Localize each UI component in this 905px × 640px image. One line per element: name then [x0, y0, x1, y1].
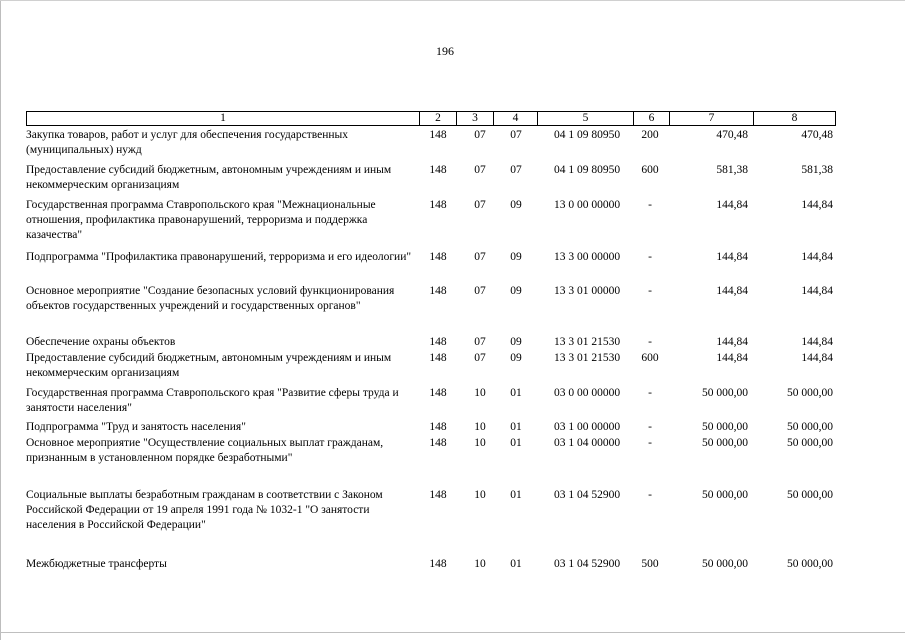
row-name: Основное мероприятие "Осуществление социальных выплат гражданам, признанным в установленном порядке безработными"	[26, 437, 384, 464]
row-col-8: 50 000,00	[787, 489, 833, 501]
row-col-6: 500	[641, 558, 659, 570]
header-col-1: 1	[220, 112, 226, 124]
row-col-2: 148	[429, 387, 447, 399]
row-col-7: 50 000,00	[702, 489, 748, 501]
row-col-6: -	[648, 437, 652, 449]
row-col-2: 148	[429, 489, 447, 501]
row-col-7: 50 000,00	[702, 558, 748, 570]
row-col-7: 581,38	[716, 164, 748, 176]
row-name: Предоставление субсидий бюджетным, автономным учреждениям и иным некоммерческим организациям	[26, 352, 392, 379]
row-col-5: 04 1 09 80950	[553, 164, 621, 176]
row-name: Подпрограмма "Труд и занятость населения"	[26, 421, 246, 433]
row-name: Предоставление субсидий бюджетным, автономным учреждениям и иным некоммерческим организациям	[26, 164, 392, 191]
row-name: Государственная программа Ставропольского края "Межнациональные отношения, профилактика правонарушений, терроризма и поддержка казачества"	[26, 199, 376, 241]
row-col-7: 144,84	[716, 285, 748, 297]
row-col-8: 144,84	[801, 251, 833, 263]
row-name: Подпрограмма "Профилактика правонарушений, терроризма и его идеологии"	[26, 251, 412, 263]
row-col-3: 07	[474, 199, 486, 211]
row-col-4: 01	[510, 437, 522, 449]
row-col-5: 13 3 00 00000	[553, 251, 621, 263]
header-col-5: 5	[537, 112, 633, 125]
header-col-7: 7	[669, 112, 753, 125]
row-col-6: -	[648, 285, 652, 297]
row-col-4: 09	[510, 251, 522, 263]
page-number: 196	[436, 44, 454, 58]
row-col-4: 09	[510, 285, 522, 297]
row-col-8: 144,84	[801, 352, 833, 364]
row-name: Обеспечение охраны объектов	[26, 336, 176, 348]
row-col-2: 148	[429, 251, 447, 263]
row-col-5: 03 1 04 00000	[553, 437, 621, 449]
row-col-4: 09	[510, 352, 522, 364]
row-col-3: 07	[474, 251, 486, 263]
row-col-8: 144,84	[801, 336, 833, 348]
header-col-6: 6	[633, 112, 669, 125]
row-col-3: 10	[474, 437, 486, 449]
row-col-6: 600	[641, 352, 659, 364]
row-col-2: 148	[429, 336, 447, 348]
row-col-6: -	[648, 489, 652, 501]
row-col-3: 07	[474, 164, 486, 176]
row-col-2: 148	[429, 164, 447, 176]
row-col-3: 07	[474, 336, 486, 348]
row-col-3: 07	[474, 352, 486, 364]
row-col-5: 13 3 01 00000	[553, 285, 621, 297]
row-col-2: 148	[429, 352, 447, 364]
scan-edge-left	[0, 0, 1, 640]
row-col-5: 13 3 01 21530	[553, 336, 621, 348]
row-col-8: 470,48	[801, 129, 833, 141]
row-col-4: 01	[510, 421, 522, 433]
row-col-6: -	[648, 336, 652, 348]
row-col-2: 148	[429, 421, 447, 433]
row-col-6: 200	[641, 129, 659, 141]
row-col-2: 148	[429, 437, 447, 449]
row-col-4: 09	[510, 199, 522, 211]
row-col-4: 07	[510, 129, 522, 141]
header-col-4: 4	[493, 112, 537, 125]
header-col-2: 2	[419, 112, 456, 125]
row-col-8: 50 000,00	[787, 421, 833, 433]
row-col-3: 07	[474, 285, 486, 297]
row-col-5: 03 1 04 52900	[553, 558, 621, 570]
row-col-3: 10	[474, 421, 486, 433]
row-col-8: 581,38	[801, 164, 833, 176]
row-col-7: 470,48	[716, 129, 748, 141]
row-col-3: 07	[474, 129, 486, 141]
row-name: Социальные выплаты безработным гражданам в соответствии с Законом Российской Федерации от 19 апреля 1991 года № 1032-1 "О занятости населения в Российской Федерации"	[26, 489, 383, 531]
row-name: Основное мероприятие "Создание безопасных условий функционирования объектов государственных учреждений и государственных органов"	[26, 285, 395, 312]
row-col-8: 50 000,00	[787, 437, 833, 449]
row-col-3: 10	[474, 558, 486, 570]
row-col-3: 10	[474, 387, 486, 399]
row-name: Закупка товаров, работ и услуг для обеспечения государственных (муниципальных) нужд	[26, 129, 349, 156]
header-col-8: 8	[753, 112, 835, 125]
row-col-4: 01	[510, 558, 522, 570]
header-col-3: 3	[456, 112, 493, 125]
row-col-5: 03 0 00 00000	[553, 387, 621, 399]
row-col-6: -	[648, 251, 652, 263]
row-col-2: 148	[429, 285, 447, 297]
row-col-4: 09	[510, 336, 522, 348]
scan-edge-top	[0, 0, 905, 1]
row-col-4: 01	[510, 489, 522, 501]
row-name: Государственная программа Ставропольского края "Развитие сферы труда и занятости населения"	[26, 387, 399, 414]
row-name: Межбюджетные трансферты	[26, 558, 167, 570]
row-col-4: 01	[510, 387, 522, 399]
row-col-8: 50 000,00	[787, 558, 833, 570]
table-header-row	[26, 111, 836, 126]
row-col-7: 50 000,00	[702, 437, 748, 449]
row-col-5: 03 1 00 00000	[553, 421, 621, 433]
budget-table	[26, 111, 836, 570]
row-col-7: 50 000,00	[702, 387, 748, 399]
row-col-7: 144,84	[716, 352, 748, 364]
scan-edge-bottom	[0, 632, 905, 633]
row-col-2: 148	[429, 199, 447, 211]
row-col-2: 148	[429, 129, 447, 141]
row-col-6: -	[648, 421, 652, 433]
row-col-7: 144,84	[716, 199, 748, 211]
row-col-5: 03 1 04 52900	[553, 489, 621, 501]
row-col-5: 13 0 00 00000	[553, 199, 621, 211]
row-col-7: 50 000,00	[702, 421, 748, 433]
row-col-8: 144,84	[801, 285, 833, 297]
row-col-8: 144,84	[801, 199, 833, 211]
row-col-5: 04 1 09 80950	[553, 129, 621, 141]
row-col-8: 50 000,00	[787, 387, 833, 399]
row-col-4: 07	[510, 164, 522, 176]
row-col-3: 10	[474, 489, 486, 501]
row-col-5: 13 3 01 21530	[553, 352, 621, 364]
row-col-6: 600	[641, 164, 659, 176]
row-col-6: -	[648, 387, 652, 399]
row-col-7: 144,84	[716, 251, 748, 263]
row-col-2: 148	[429, 558, 447, 570]
row-col-7: 144,84	[716, 336, 748, 348]
row-col-6: -	[648, 199, 652, 211]
